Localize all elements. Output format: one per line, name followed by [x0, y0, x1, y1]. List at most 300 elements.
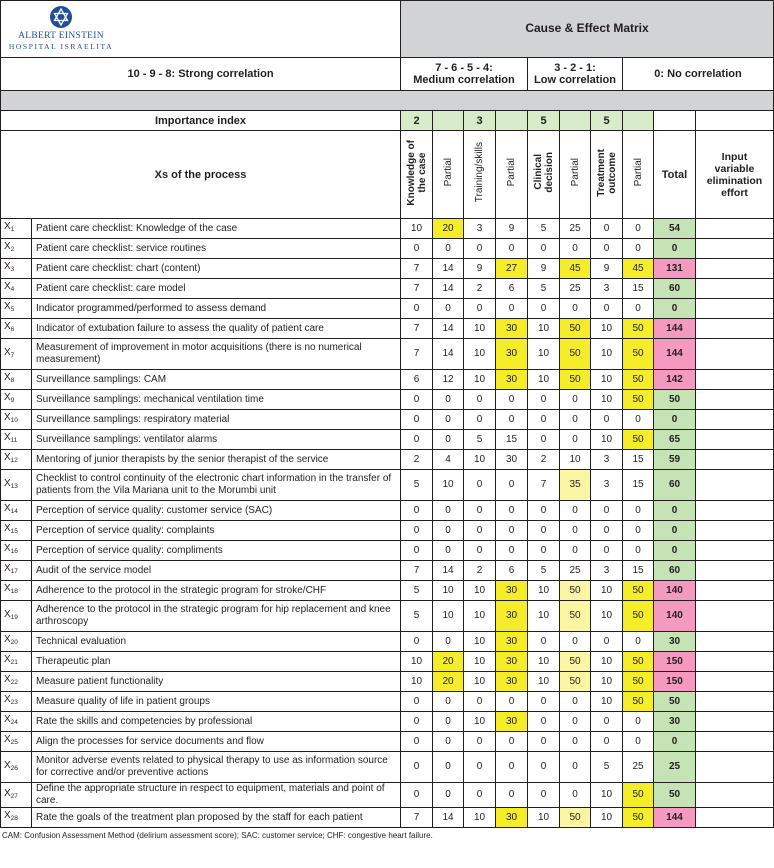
partial-cell: 30 [496, 808, 528, 828]
partial-cell: 25 [560, 279, 591, 299]
col-header-treatment-line2: outcome [606, 151, 618, 194]
x-label: $X_{26}$ [1, 752, 32, 783]
process-description: Adherence to the protocol in the strategic program for stroke/CHF [32, 581, 401, 601]
table-row [1, 239, 774, 259]
effort-cell [696, 808, 774, 828]
partial-cell: 0 [623, 299, 654, 319]
x-label: $X_6$ [1, 319, 32, 339]
x-index: 27 [10, 792, 18, 800]
total-cell: 144 [654, 319, 696, 339]
score-cell: 10 [464, 712, 496, 732]
score-cell: 0 [464, 732, 496, 752]
col-header-partial-text: Partial [569, 158, 581, 187]
score-cell: 10 [591, 339, 623, 370]
score-cell: 0 [401, 501, 433, 521]
partial-cell: 14 [433, 339, 464, 370]
partial-cell: 14 [433, 561, 464, 581]
total-cell: 0 [654, 239, 696, 259]
partial-cell: 0 [623, 712, 654, 732]
score-cell: 10 [591, 390, 623, 410]
legend-medium-line1: 7 - 6 - 5 - 4: [435, 62, 493, 74]
partial-cell: 30 [496, 632, 528, 652]
partial-cell: 0 [496, 410, 528, 430]
partial-cell: 0 [496, 752, 528, 783]
x-index: 19 [10, 613, 18, 621]
score-cell: 0 [591, 501, 623, 521]
total-cell: 0 [654, 299, 696, 319]
process-description: Perception of service quality: customer service (SAC) [32, 501, 401, 521]
table-row [1, 808, 774, 828]
process-description: Mentoring of junior therapists by the senior therapist of the service [32, 450, 401, 470]
partial-cell: 50 [623, 319, 654, 339]
score-cell: 10 [464, 450, 496, 470]
total-cell: 50 [654, 692, 696, 712]
partial-cell: 0 [560, 299, 591, 319]
total-cell: 144 [654, 808, 696, 828]
score-cell: 6 [401, 370, 433, 390]
col-header-total: Total [654, 131, 696, 219]
effort-cell [696, 732, 774, 752]
process-description: Surveillance samplings: ventilator alarms [32, 430, 401, 450]
spacer-band [1, 91, 774, 111]
total-cell: 50 [654, 390, 696, 410]
process-description: Surveillance samplings: mechanical ventilation time [32, 390, 401, 410]
partial-cell: 10 [433, 581, 464, 601]
score-cell: 0 [464, 501, 496, 521]
col-header-clinical-line2: decision [543, 152, 555, 193]
score-cell: 0 [591, 732, 623, 752]
process-description: Perception of service quality: complaints [32, 521, 401, 541]
process-description: Define the appropriate structure in respect to equipment, materials and point of care. [32, 783, 401, 808]
legend-strong: 10 - 9 - 8: Strong correlation [1, 58, 401, 91]
importance-spacer [496, 111, 528, 131]
table-row [1, 319, 774, 339]
process-description: Technical evaluation [32, 632, 401, 652]
effort-cell [696, 581, 774, 601]
x-label: $X_{13}$ [1, 470, 32, 501]
score-cell: 10 [464, 808, 496, 828]
x-label: $X_{23}$ [1, 692, 32, 712]
importance-value: 2 [401, 111, 433, 131]
partial-cell: 50 [623, 808, 654, 828]
col-header-partial-text: Partial [632, 158, 644, 187]
legend-low-line1: 3 - 2 - 1: [554, 62, 596, 74]
score-cell: 9 [528, 259, 560, 279]
total-cell: 30 [654, 712, 696, 732]
total-cell: 60 [654, 561, 696, 581]
table-row [1, 450, 774, 470]
process-description: Perception of service quality: compliments [32, 541, 401, 561]
col-header-effort [696, 131, 774, 219]
score-cell: 10 [591, 692, 623, 712]
table-row [1, 783, 774, 808]
partial-cell: 25 [623, 752, 654, 783]
effort-cell [696, 561, 774, 581]
partial-cell: 0 [623, 501, 654, 521]
score-cell: 0 [401, 732, 433, 752]
col-header-clinical [528, 131, 560, 219]
partial-cell: 0 [433, 783, 464, 808]
partial-cell: 50 [623, 783, 654, 808]
partial-cell: 0 [560, 239, 591, 259]
score-cell: 9 [591, 259, 623, 279]
score-cell: 0 [528, 430, 560, 450]
partial-cell: 30 [496, 319, 528, 339]
effort-cell [696, 712, 774, 732]
score-cell: 10 [401, 219, 433, 239]
partial-cell: 0 [560, 692, 591, 712]
score-cell: 10 [591, 601, 623, 632]
score-cell: 5 [528, 219, 560, 239]
x-index: 16 [10, 548, 18, 555]
score-cell: 0 [401, 692, 433, 712]
effort-cell [696, 783, 774, 808]
table-row [1, 370, 774, 390]
col-header-knowledge-line1: Knowledge of [405, 139, 417, 206]
x-index: 14 [10, 508, 18, 515]
process-description: Audit of the service model [32, 561, 401, 581]
partial-cell: 0 [560, 410, 591, 430]
score-cell: 0 [401, 752, 433, 783]
total-cell: 54 [654, 219, 696, 239]
score-cell: 10 [528, 581, 560, 601]
partial-cell: 14 [433, 319, 464, 339]
score-cell: 0 [401, 410, 433, 430]
partial-cell: 0 [433, 712, 464, 732]
process-description: Patient care checklist: service routines [32, 239, 401, 259]
col-header-clinical-line1: Clinical [532, 154, 544, 191]
table-row [1, 390, 774, 410]
x-index: 12 [10, 457, 18, 464]
score-cell: 10 [528, 672, 560, 692]
col-header-partial-text: Partial [506, 158, 517, 187]
partial-cell: 0 [560, 712, 591, 732]
x-index: 10 [10, 417, 18, 424]
spacer-row [1, 91, 774, 111]
col-header-partial-text: Partial [442, 158, 454, 187]
partial-cell: 15 [496, 430, 528, 450]
effort-cell [696, 259, 774, 279]
x-index: 8 [10, 377, 15, 384]
score-cell: 5 [401, 470, 433, 501]
partial-cell: 0 [433, 239, 464, 259]
score-cell: 10 [464, 581, 496, 601]
partial-cell: 15 [623, 279, 654, 299]
score-cell: 7 [401, 339, 433, 370]
partial-cell: 50 [560, 601, 591, 632]
effort-cell [696, 692, 774, 712]
score-cell: 10 [528, 370, 560, 390]
score-cell: 3 [591, 470, 623, 501]
col-header-effort-line4: effort [721, 186, 748, 199]
partial-cell: 0 [560, 732, 591, 752]
partial-cell: 14 [433, 259, 464, 279]
table-row [1, 430, 774, 450]
x-index: 5 [10, 306, 15, 313]
x-index: 23 [10, 699, 18, 706]
partial-cell: 25 [560, 219, 591, 239]
partial-cell: 30 [496, 450, 528, 470]
score-cell: 0 [464, 299, 496, 319]
partial-cell: 14 [433, 279, 464, 299]
x-label: $X_2$ [1, 239, 32, 259]
score-cell: 0 [528, 390, 560, 410]
x-label: $X_7$ [1, 339, 32, 370]
x-label: $X_{24}$ [1, 712, 32, 732]
score-cell: 7 [401, 319, 433, 339]
partial-cell: 30 [496, 601, 528, 632]
score-cell: 3 [591, 279, 623, 299]
x-index: 1 [10, 226, 15, 233]
brand-name-line1: ALBERT EINSTEIN [18, 31, 104, 41]
x-label: $X_{15}$ [1, 521, 32, 541]
partial-cell: 0 [496, 692, 528, 712]
x-index: 2 [10, 246, 15, 253]
importance-label: Importance index [1, 111, 401, 131]
x-index: 15 [10, 528, 18, 535]
partial-cell: 0 [433, 692, 464, 712]
importance-spacer [623, 111, 654, 131]
partial-cell: 0 [560, 521, 591, 541]
partial-cell: 0 [496, 541, 528, 561]
score-cell: 0 [464, 783, 496, 808]
score-cell: 0 [401, 521, 433, 541]
effort-cell [696, 410, 774, 430]
score-cell: 10 [528, 652, 560, 672]
score-cell: 10 [591, 430, 623, 450]
score-cell: 5 [591, 752, 623, 783]
effort-cell [696, 541, 774, 561]
x-index: 7 [10, 351, 15, 359]
score-cell: 0 [464, 390, 496, 410]
x-label: $X_{28}$ [1, 808, 32, 828]
col-header-partial [433, 131, 464, 219]
total-cell: 60 [654, 470, 696, 501]
x-index: 4 [10, 286, 15, 293]
x-label: $X_{10}$ [1, 410, 32, 430]
effort-cell [696, 652, 774, 672]
x-index: 22 [10, 679, 18, 686]
partial-cell: 50 [560, 672, 591, 692]
x-index: 20 [10, 639, 18, 646]
score-cell: 0 [528, 692, 560, 712]
partial-cell: 0 [623, 239, 654, 259]
table-row [1, 259, 774, 279]
x-label: $X_{17}$ [1, 561, 32, 581]
partial-cell: 30 [496, 652, 528, 672]
partial-cell: 0 [433, 521, 464, 541]
process-description: Indicator of extubation failure to assess the quality of patient care [32, 319, 401, 339]
total-cell: 150 [654, 652, 696, 672]
total-cell: 140 [654, 601, 696, 632]
table-row [1, 712, 774, 732]
x-label: $X_{27}$ [1, 783, 32, 808]
total-cell: 0 [654, 732, 696, 752]
total-cell: 30 [654, 632, 696, 652]
partial-cell: 0 [623, 410, 654, 430]
partial-cell: 50 [623, 390, 654, 410]
logo-cell [1, 1, 401, 58]
process-description: Monitor adverse events related to physical therapy to use as information source for corrective and/or preventive actions [32, 752, 401, 783]
score-cell: 0 [464, 692, 496, 712]
score-cell: 0 [591, 299, 623, 319]
total-cell: 50 [654, 783, 696, 808]
score-cell: 10 [528, 319, 560, 339]
score-cell: 0 [401, 632, 433, 652]
score-cell: 0 [591, 410, 623, 430]
process-description: Patient care checklist: care model [32, 279, 401, 299]
partial-cell: 0 [560, 501, 591, 521]
col-header-treatment [591, 131, 623, 219]
effort-cell [696, 672, 774, 692]
col-header-partial [623, 131, 654, 219]
score-cell: 7 [401, 561, 433, 581]
partial-cell: 9 [496, 219, 528, 239]
partial-cell: 0 [623, 632, 654, 652]
table-row [1, 470, 774, 501]
x-index: 26 [10, 764, 18, 772]
score-cell: 0 [528, 752, 560, 783]
score-cell: 5 [401, 581, 433, 601]
partial-cell: 30 [496, 339, 528, 370]
score-cell: 0 [528, 239, 560, 259]
x-label: $X_{25}$ [1, 732, 32, 752]
score-cell: 0 [401, 239, 433, 259]
partial-cell: 45 [560, 259, 591, 279]
score-cell: 10 [464, 632, 496, 652]
partial-cell: 50 [560, 370, 591, 390]
effort-cell [696, 752, 774, 783]
total-cell: 131 [654, 259, 696, 279]
partial-cell: 50 [560, 319, 591, 339]
partial-cell: 50 [560, 339, 591, 370]
process-description: Surveillance samplings: respiratory material [32, 410, 401, 430]
col-header-treatment-text [596, 149, 618, 197]
score-cell: 0 [464, 521, 496, 541]
score-cell: 0 [401, 299, 433, 319]
total-cell: 25 [654, 752, 696, 783]
col-header-effort-line2: variable [714, 162, 755, 175]
table-row [1, 299, 774, 319]
importance-spacer [433, 111, 464, 131]
score-cell: 2 [464, 279, 496, 299]
col-header-knowledge-text [406, 140, 428, 206]
table-row [1, 672, 774, 692]
partial-cell: 0 [433, 410, 464, 430]
partial-cell: 12 [433, 370, 464, 390]
score-cell: 10 [591, 808, 623, 828]
score-cell: 10 [591, 672, 623, 692]
x-label: $X_5$ [1, 299, 32, 319]
effort-cell [696, 430, 774, 450]
score-cell: 10 [528, 601, 560, 632]
x-label: $X_{14}$ [1, 501, 32, 521]
legend-none: 0: No correlation [623, 58, 774, 91]
total-cell: 0 [654, 410, 696, 430]
process-description: Surveillance samplings: CAM [32, 370, 401, 390]
partial-cell: 10 [433, 601, 464, 632]
partial-cell: 30 [496, 672, 528, 692]
partial-cell: 50 [560, 581, 591, 601]
table-row [1, 279, 774, 299]
score-cell: 0 [528, 521, 560, 541]
table-row [1, 692, 774, 712]
total-cell: 140 [654, 581, 696, 601]
score-cell: 0 [464, 239, 496, 259]
partial-cell: 50 [623, 692, 654, 712]
x-label: $X_8$ [1, 370, 32, 390]
partial-cell: 20 [433, 652, 464, 672]
total-cell: 0 [654, 501, 696, 521]
score-cell: 0 [528, 299, 560, 319]
score-cell: 0 [528, 632, 560, 652]
legend-low-line2: Low correlation [534, 74, 616, 86]
x-label: $X_1$ [1, 219, 32, 239]
score-cell: 0 [591, 632, 623, 652]
partial-cell: 0 [433, 430, 464, 450]
importance-row [1, 111, 774, 131]
partial-cell: 0 [496, 783, 528, 808]
partial-cell: 0 [433, 501, 464, 521]
score-cell: 0 [464, 752, 496, 783]
partial-cell: 30 [496, 370, 528, 390]
table-row [1, 501, 774, 521]
process-description: Therapeutic plan [32, 652, 401, 672]
title-row [1, 1, 774, 58]
score-cell: 7 [401, 279, 433, 299]
partial-cell: 0 [496, 299, 528, 319]
importance-spacer [560, 111, 591, 131]
partial-cell: 0 [496, 521, 528, 541]
score-cell: 3 [591, 561, 623, 581]
col-header-partial [560, 131, 591, 219]
partial-cell: 0 [496, 501, 528, 521]
score-cell: 2 [464, 561, 496, 581]
legend-row [1, 58, 774, 91]
partial-cell: 0 [433, 632, 464, 652]
effort-cell [696, 279, 774, 299]
partial-cell: 15 [623, 450, 654, 470]
process-description: Measure quality of life in patient groups [32, 692, 401, 712]
legend-low [528, 58, 623, 91]
partial-cell: 50 [623, 370, 654, 390]
star-of-david-icon [49, 5, 73, 29]
partial-cell: 0 [496, 732, 528, 752]
partial-cell: 50 [623, 672, 654, 692]
score-cell: 10 [591, 581, 623, 601]
score-cell: 7 [401, 808, 433, 828]
table-row [1, 219, 774, 239]
score-cell: 0 [401, 712, 433, 732]
partial-cell: 0 [560, 541, 591, 561]
x-index: 13 [10, 482, 18, 490]
effort-cell [696, 601, 774, 632]
importance-value: 5 [528, 111, 560, 131]
partial-cell: 50 [623, 652, 654, 672]
effort-cell [696, 632, 774, 652]
partial-cell: 0 [433, 299, 464, 319]
score-cell: 0 [528, 501, 560, 521]
score-cell: 10 [464, 652, 496, 672]
process-description: Adherence to the protocol in the strategic program for hip replacement and knee arthroscopy [32, 601, 401, 632]
total-cell: 0 [654, 521, 696, 541]
total-cell: 144 [654, 339, 696, 370]
importance-spacer [696, 111, 774, 131]
score-cell: 0 [591, 541, 623, 561]
score-cell: 5 [464, 430, 496, 450]
effort-cell [696, 319, 774, 339]
table-row [1, 632, 774, 652]
